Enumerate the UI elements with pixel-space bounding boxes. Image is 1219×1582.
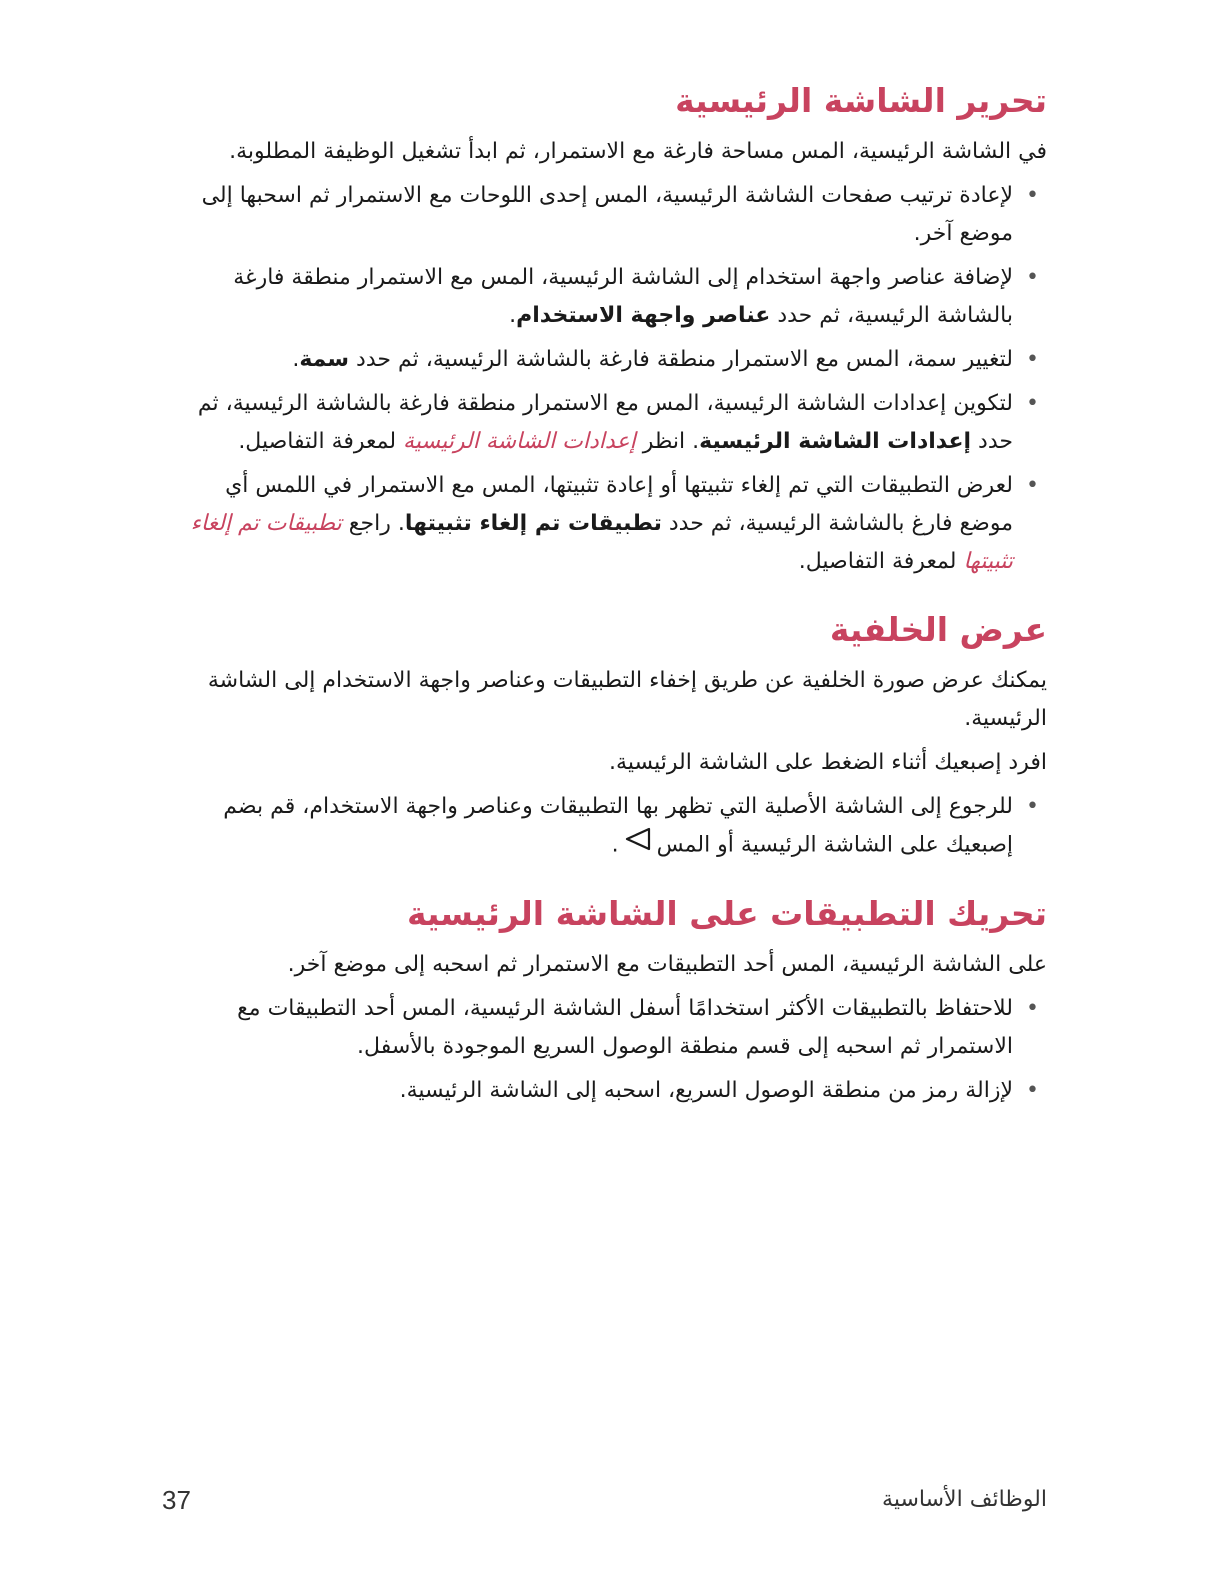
bullet-list — [167, 788, 1047, 865]
cross-reference-link[interactable]: تطبيقات تم إلغاء تثبيتها — [190, 510, 1013, 574]
ui-term: عناصر واجهة الاستخدام — [516, 302, 771, 328]
ui-term: سمة — [299, 346, 350, 372]
section-edit-home-screen — [167, 80, 1047, 581]
intro-paragraph: يمكنك عرض صورة الخلفية عن طريق إخفاء التطبيقات وعناصر واجهة الاستخدام إلى الشاشة الرئيسية. — [207, 667, 1047, 731]
chapter-title: الوظائف الأساسية — [882, 1487, 1047, 1512]
page-number: 37 — [162, 1485, 191, 1515]
intro-paragraph: في الشاشة الرئيسية، المس مساحة فارغة مع الاستمرار، ثم ابدأ تشغيل الوظيفة المطلوبة. — [229, 138, 1047, 164]
ui-term: إعدادات الشاشة الرئيسية — [699, 428, 972, 454]
bullet-list — [167, 990, 1047, 1110]
list-item: • لإضافة عناصر واجهة استخدام إلى الشاشة الرئيسية، المس مع الاستمرار منطقة فارغة بالشاشة الرئيسية، ثم حدد عناصر واجهة الاستخدام. — [167, 259, 1047, 335]
list-item: • لإعادة ترتيب صفحات الشاشة الرئيسية، المس إحدى اللوحات مع الاستمرار ثم اسحبها إلى موضع آخر. — [167, 177, 1047, 253]
list-item: • لعرض التطبيقات التي تم إلغاء تثبيتها أو إعادة تثبيتها، المس مع الاستمرار في اللمس أي موضع فارغ بالشاشة الرئيسية، ثم حدد تطبيقات تم إلغاء تثبيتها. راجع تطبيقات تم إلغاء تثبيتها لمعرفة التفاصيل. — [167, 467, 1047, 581]
back-icon — [623, 826, 653, 865]
section-title: تحريك التطبيقات على الشاشة الرئيسية — [406, 893, 1047, 933]
bullet-list — [167, 177, 1047, 581]
section-view-wallpaper — [167, 609, 1047, 865]
page-footer — [162, 1485, 1047, 1525]
list-item: • لتغيير سمة، المس مع الاستمرار منطقة فارغة بالشاشة الرئيسية، ثم حدد سمة. — [167, 341, 1047, 379]
intro-paragraph: على الشاشة الرئيسية، المس أحد التطبيقات مع الاستمرار ثم اسحبه إلى موضع آخر. — [287, 951, 1047, 977]
page-content — [167, 80, 1047, 1138]
list-item: • للاحتفاظ بالتطبيقات الأكثر استخدامًا أسفل الشاشة الرئيسية، المس أحد التطبيقات مع الاستمرار ثم اسحبه إلى قسم منطقة الوصول السريع الموجودة بالأسفل. — [167, 990, 1047, 1066]
list-item: • لإزالة رمز من منطقة الوصول السريع، اسحبه إلى الشاشة الرئيسية. — [167, 1072, 1047, 1110]
list-item: • للرجوع إلى الشاشة الأصلية التي تظهر بها التطبيقات وعناصر واجهة الاستخدام، قم بضم إصبعيك على الشاشة الرئيسية أو المس. — [167, 788, 1047, 865]
list-item: • لتكوين إعدادات الشاشة الرئيسية، المس مع الاستمرار منطقة فارغة بالشاشة الرئيسية، ثم حدد إعدادات الشاشة الرئيسية. انظر إعدادات الشاشة الرئيسية لمعرفة التفاصيل. — [167, 385, 1047, 461]
section-title: تحرير الشاشة الرئيسية — [675, 81, 1047, 120]
cross-reference-link[interactable]: إعدادات الشاشة الرئيسية — [403, 428, 636, 454]
ui-term: تطبيقات تم إلغاء تثبيتها — [404, 510, 662, 536]
instruction-paragraph: افرد إصبعيك أثناء الضغط على الشاشة الرئيسية. — [609, 749, 1047, 775]
section-move-apps — [167, 893, 1047, 1110]
section-title: عرض الخلفية — [829, 609, 1047, 649]
